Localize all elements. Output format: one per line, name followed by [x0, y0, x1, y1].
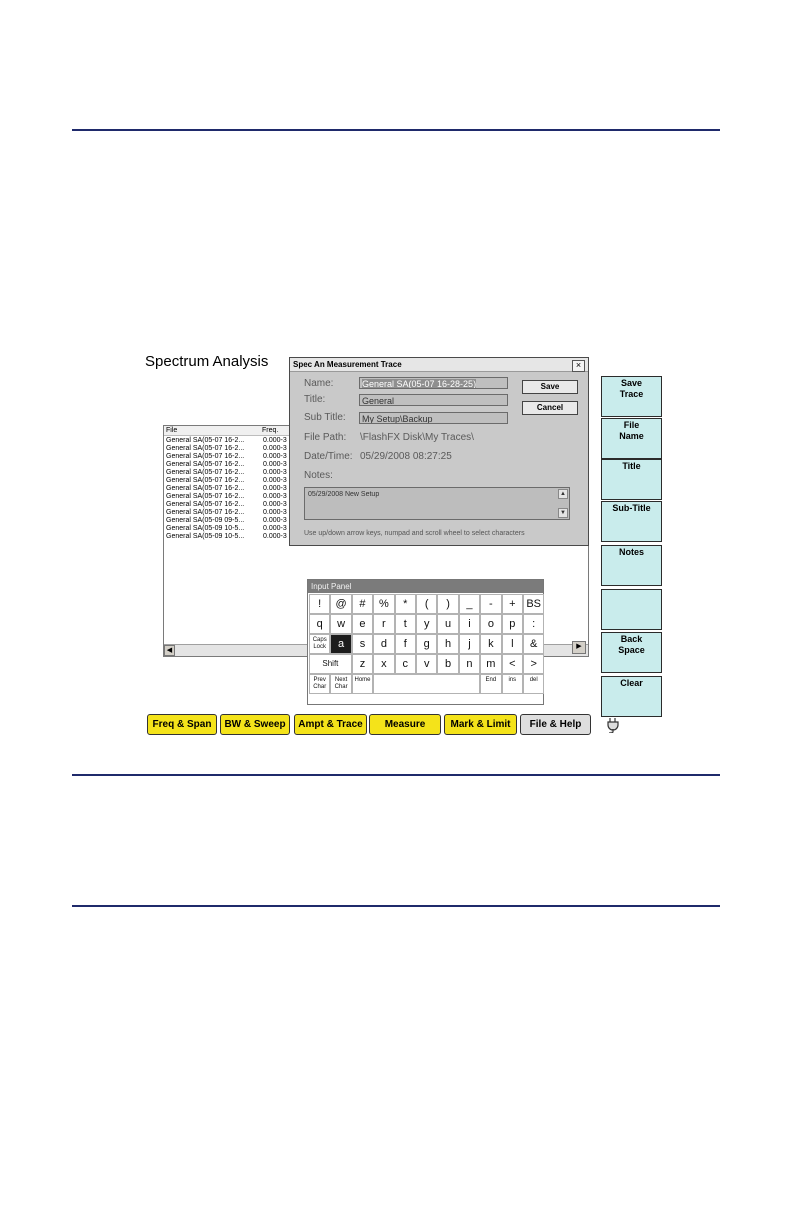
freq-cell: 0.000-3: [263, 533, 287, 540]
title-field[interactable]: General: [359, 394, 508, 406]
key-%[interactable]: %: [373, 594, 394, 614]
dialog-hint: Use up/down arrow keys, numpad and scroll wheel to select characters: [304, 530, 525, 537]
key-space[interactable]: [373, 674, 480, 694]
notes-field[interactable]: [304, 487, 570, 520]
key-a[interactable]: a: [330, 634, 351, 654]
key-#[interactable]: #: [352, 594, 373, 614]
key-e[interactable]: e: [352, 614, 373, 634]
column-freq[interactable]: Freq.: [262, 427, 279, 434]
file-name-cell: General SA(05-07 16-2...: [166, 485, 245, 492]
freq-cell: 0.000-3: [263, 517, 287, 524]
freq-cell: 0.000-3: [263, 461, 287, 468]
file-name-cell: General SA(05-09 09-5...: [166, 517, 245, 524]
file-name-cell: General SA(05-07 16-2...: [166, 453, 245, 460]
key-z[interactable]: z: [352, 654, 373, 674]
key-del[interactable]: del: [523, 674, 544, 694]
key-r[interactable]: r: [373, 614, 394, 634]
key-c[interactable]: c: [395, 654, 416, 674]
column-file[interactable]: File: [166, 427, 178, 434]
freq-cell: 0.000-3: [263, 501, 287, 508]
key-![interactable]: !: [309, 594, 330, 614]
file-name-cell: General SA(05-09 10-5...: [166, 533, 245, 540]
key-h[interactable]: h: [437, 634, 458, 654]
key-@[interactable]: @: [330, 594, 351, 614]
key-u[interactable]: u: [437, 614, 458, 634]
key-ins[interactable]: ins: [502, 674, 523, 694]
file-name-cell: General SA(05-07 16-2...: [166, 461, 245, 468]
notes-softkey[interactable]: Notes: [601, 545, 662, 586]
tab-freq-span[interactable]: Freq & Span: [147, 714, 217, 735]
name-value: General SA(05-07 16-28-25): [362, 379, 477, 389]
key-w[interactable]: w: [330, 614, 351, 634]
key--[interactable]: -: [480, 594, 501, 614]
save-trace-softkey[interactable]: Save Trace: [601, 376, 662, 417]
mid-rule: [72, 774, 720, 776]
key-k[interactable]: k: [480, 634, 501, 654]
sub-title-softkey[interactable]: Sub-Title: [601, 501, 662, 542]
key-_[interactable]: _: [459, 594, 480, 614]
freq-cell: 0.000-3: [263, 445, 287, 452]
file-name-softkey[interactable]: File Name: [601, 418, 662, 459]
key-q[interactable]: q: [309, 614, 330, 634]
file-name-cell: General SA(05-09 10-5...: [166, 525, 245, 532]
freq-cell: 0.000-3: [263, 525, 287, 532]
instrument-screen: [143, 345, 670, 740]
key-home[interactable]: Home: [352, 674, 373, 694]
key-o[interactable]: o: [480, 614, 501, 634]
lower-rule: [72, 905, 720, 907]
key-d[interactable]: d: [373, 634, 394, 654]
freq-cell: 0.000-3: [263, 509, 287, 516]
file-name-cell: General SA(05-07 16-2...: [166, 501, 245, 508]
tab-bw-sweep[interactable]: BW & Sweep: [220, 714, 290, 735]
key-m[interactable]: m: [480, 654, 501, 674]
key-+[interactable]: +: [502, 594, 523, 614]
file-name-cell: General SA(05-07 16-2...: [166, 493, 245, 500]
file-name-cell: General SA(05-07 16-2...: [166, 469, 245, 476]
file-name-cell: General SA(05-07 16-2...: [166, 509, 245, 516]
key-caps-lock[interactable]: Caps Lock: [309, 634, 330, 654]
filepath-value: \FlashFX Disk\My Traces\: [360, 432, 474, 443]
key-&[interactable]: &: [523, 634, 544, 654]
cancel-button[interactable]: Cancel: [522, 401, 578, 415]
back-space-softkey[interactable]: Back Space: [601, 632, 662, 673]
top-rule: [72, 129, 720, 131]
dialog-title: Spec An Measurement Trace: [290, 358, 588, 372]
key-end[interactable]: End: [480, 674, 501, 694]
key-([interactable]: (: [416, 594, 437, 614]
datetime-label: Date/Time:: [304, 451, 353, 462]
title-softkey[interactable]: Title: [601, 459, 662, 500]
key-bs[interactable]: BS: [523, 594, 544, 614]
freq-cell: 0.000-3: [263, 493, 287, 500]
notes-value: 05/29/2008 New Setup: [308, 491, 380, 498]
key-)[interactable]: ): [437, 594, 458, 614]
file-name-cell: General SA(05-07 16-2...: [166, 477, 245, 484]
key-b[interactable]: b: [437, 654, 458, 674]
key-t[interactable]: t: [395, 614, 416, 634]
freq-cell: 0.000-3: [263, 469, 287, 476]
key-y[interactable]: y: [416, 614, 437, 634]
freq-cell: 0.000-3: [263, 437, 287, 444]
freq-cell: 0.000-3: [263, 485, 287, 492]
tab-measure[interactable]: Measure: [369, 714, 441, 735]
key-n[interactable]: n: [459, 654, 480, 674]
key-shift[interactable]: Shift: [309, 654, 352, 674]
power-plug-icon: [606, 717, 620, 733]
datetime-value: 05/29/2008 08:27:25: [360, 451, 452, 462]
file-name-cell: General SA(05-07 16-2...: [166, 445, 245, 452]
key-prev-char[interactable]: Prev Char: [309, 674, 330, 694]
tab-file-help[interactable]: File & Help: [520, 714, 591, 735]
key-v[interactable]: v: [416, 654, 437, 674]
key-:[interactable]: :: [523, 614, 544, 634]
key->[interactable]: >: [523, 654, 544, 674]
key-s[interactable]: s: [352, 634, 373, 654]
key-i[interactable]: i: [459, 614, 480, 634]
scroll-right-arrow[interactable]: ▶: [572, 641, 586, 654]
file-name-cell: General SA(05-07 16-2...: [166, 437, 245, 444]
key-p[interactable]: p: [502, 614, 523, 634]
clear-softkey[interactable]: Clear: [601, 676, 662, 717]
blank-softkey[interactable]: [601, 589, 662, 630]
key-next-char[interactable]: Next Char: [330, 674, 351, 694]
name-label: Name:: [304, 378, 334, 389]
close-icon[interactable]: ×: [572, 360, 585, 372]
input-panel: [307, 579, 544, 705]
key-*[interactable]: *: [395, 594, 416, 614]
title-label: Title:: [304, 394, 326, 405]
key-g[interactable]: g: [416, 634, 437, 654]
scroll-up-arrow[interactable]: ▲: [558, 489, 568, 499]
key-<[interactable]: <: [502, 654, 523, 674]
scroll-down-arrow[interactable]: ▼: [558, 508, 568, 518]
filepath-label: File Path:: [304, 432, 347, 443]
freq-cell: 0.000-3: [263, 477, 287, 484]
save-button[interactable]: Save: [522, 380, 578, 394]
key-f[interactable]: f: [395, 634, 416, 654]
key-x[interactable]: x: [373, 654, 394, 674]
tab-ampt-trace[interactable]: Ampt & Trace: [294, 714, 367, 735]
freq-cell: 0.000-3: [263, 453, 287, 460]
subtitle-label: Sub Title:: [304, 412, 346, 423]
app-title: Spectrum Analysis: [145, 353, 269, 370]
save-trace-dialog: [289, 357, 589, 546]
tab-mark-limit[interactable]: Mark & Limit: [444, 714, 517, 735]
key-l[interactable]: l: [502, 634, 523, 654]
subtitle-field[interactable]: My Setup\Backup: [359, 412, 508, 424]
key-j[interactable]: j: [459, 634, 480, 654]
scroll-left-arrow[interactable]: ◀: [164, 645, 175, 656]
notes-label: Notes:: [304, 470, 333, 481]
name-field[interactable]: [359, 377, 508, 389]
input-panel-title: Input Panel: [308, 580, 543, 593]
